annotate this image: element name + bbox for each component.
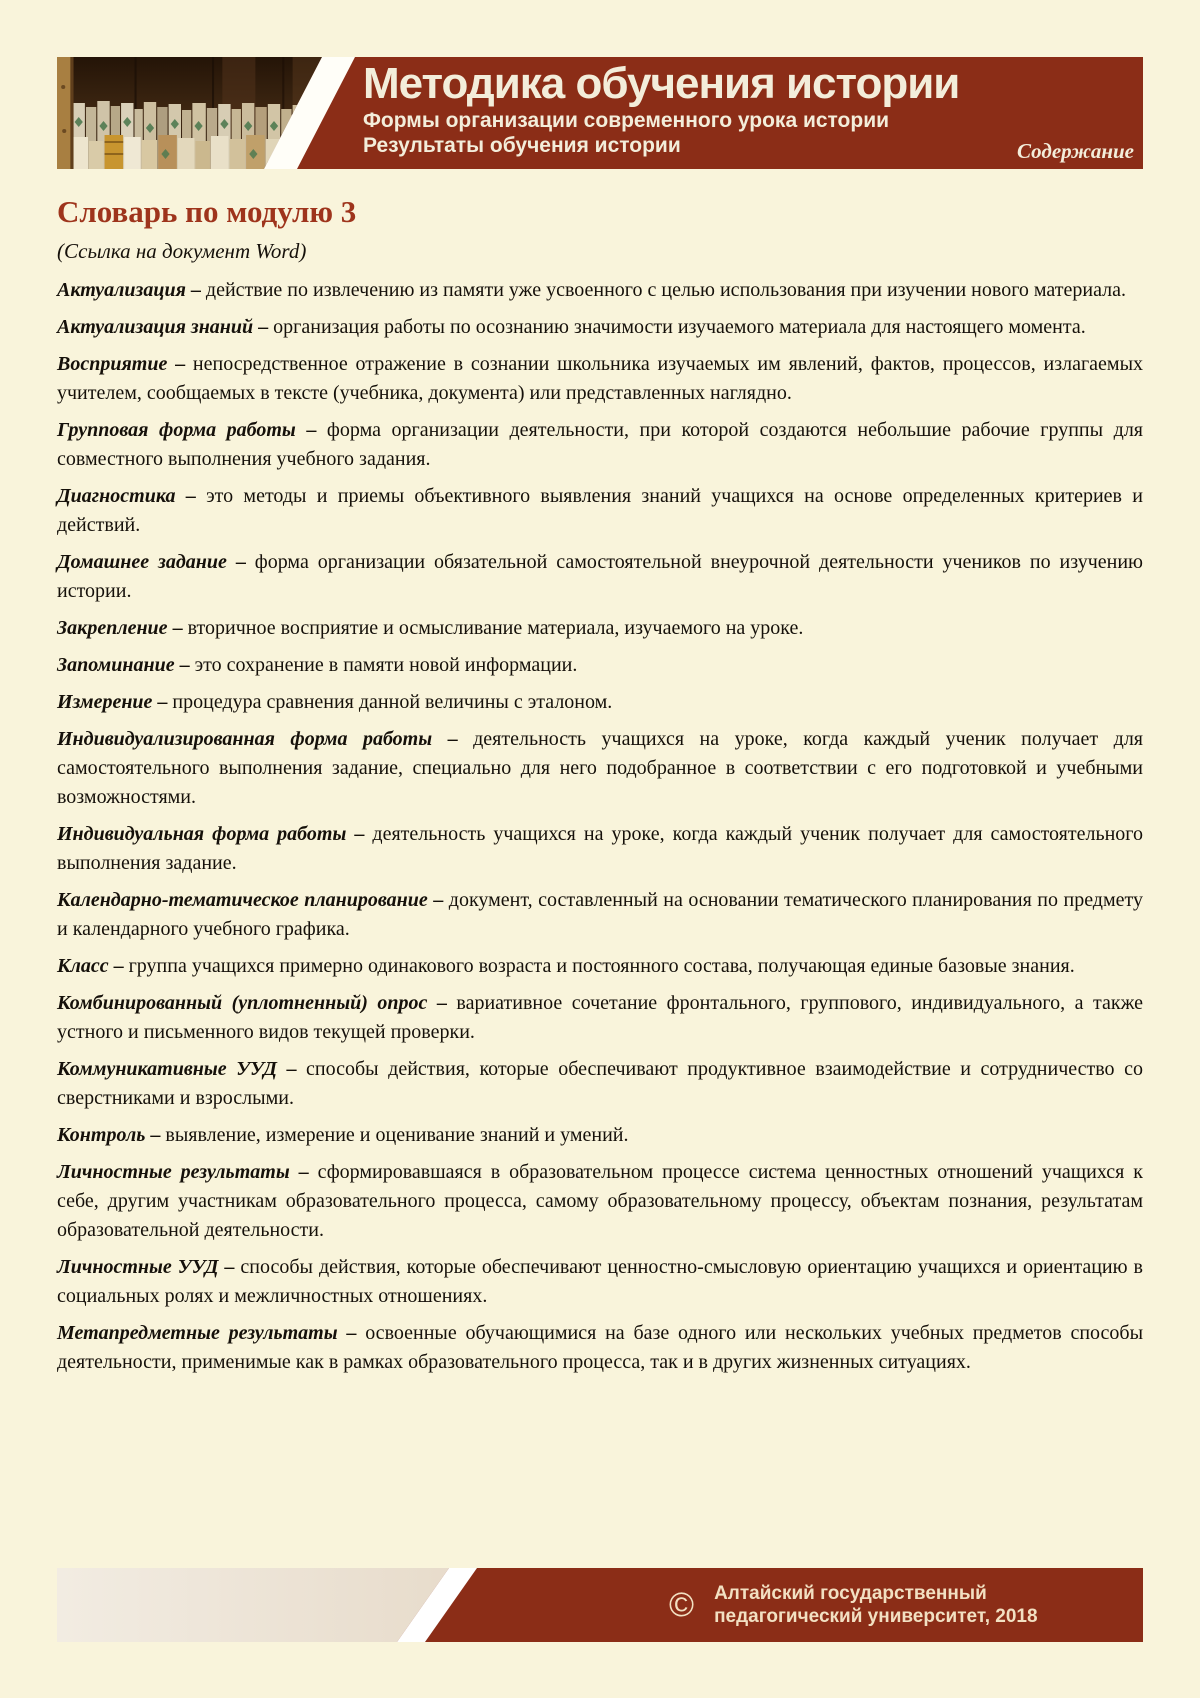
page-title: Словарь по модулю 3 — [57, 194, 357, 229]
glossary-term: Закрепление — [57, 617, 168, 639]
copyright-icon: © — [669, 1586, 695, 1624]
course-title: Методика обучения истории — [363, 59, 960, 108]
glossary-definition: способы действия, которые обеспечивают продуктивное взаимодействие и сотрудничество со сверстниками и взрослыми. — [57, 1058, 1143, 1109]
dash-separator: – — [185, 279, 206, 301]
glossary-entry — [57, 614, 1143, 643]
dash-separator: – — [145, 1124, 166, 1146]
glossary-entry — [57, 350, 1143, 408]
dash-separator: – — [427, 889, 449, 911]
glossary-entry — [57, 1319, 1143, 1377]
dash-separator: – — [346, 823, 373, 845]
glossary-definition: действие по извлечению из памяти уже усвоенного с целью использования при изучении нового материала. — [205, 279, 1127, 301]
dash-separator: – — [167, 353, 193, 375]
glossary-term: Комбинированный (уплотненный) опрос — [57, 992, 428, 1014]
glossary-entry — [57, 313, 1143, 342]
glossary-definition: выявление, измерение и оценивание знаний и умений. — [165, 1124, 629, 1146]
dash-separator: – — [337, 1322, 366, 1344]
glossary-definition: группа учащихся примерно одинакового возраста и постоянного состава, получающая единые базовые знания. — [128, 955, 1075, 977]
word-document-link[interactable]: (Ссылка на документ Word) — [57, 239, 307, 263]
glossary-entry — [57, 276, 1143, 305]
glossary-term: Коммуникативные УУД — [57, 1058, 277, 1080]
dash-separator: – — [295, 419, 327, 441]
dash-separator: – — [432, 728, 474, 750]
glossary-definition: вариативное сочетание фронтального, группового, индивидуального, а также устного и письменного видов текущей проверки. — [57, 992, 1144, 1043]
dash-separator: – — [167, 617, 188, 639]
dash-separator: – — [289, 1161, 318, 1183]
glossary-definition: непосредственное отражение в сознании школьника изучаемых им явлений, фактов, процессов, излагаемых учителем, сообщаемых в тексте (учебника, документа) или представленных наглядно. — [57, 353, 1143, 404]
glossary-entry — [57, 651, 1143, 680]
dash-separator: – — [175, 485, 207, 507]
dash-separator: – — [174, 654, 195, 676]
glossary-entry — [57, 820, 1143, 878]
glossary-entry — [57, 1158, 1143, 1245]
glossary-definition: форма организации деятельности, при которой создаются небольшие рабочие группы для совместного выполнения учебного задания. — [57, 419, 1143, 470]
dash-separator: – — [226, 551, 255, 573]
course-subtitle-1: Формы организации современного урока истории — [363, 109, 890, 132]
glossary-list — [57, 276, 1143, 1377]
glossary-term: Актуализация — [57, 279, 186, 301]
glossary-definition: деятельность учащихся на уроке, когда каждый ученик получает для самостоятельного выполнения задание. — [57, 823, 1144, 874]
glossary-term: Групповая форма работы — [57, 419, 296, 441]
glossary-entry — [57, 416, 1143, 474]
dash-separator: – — [152, 691, 173, 713]
course-header-banner — [57, 57, 1143, 169]
glossary-entry — [57, 952, 1143, 981]
glossary-term: Восприятие — [57, 353, 168, 375]
page-content — [0, 169, 1200, 1385]
glossary-definition: вторичное восприятие и осмысливание материала, изучаемого на уроке. — [187, 617, 804, 639]
glossary-entry — [57, 1253, 1143, 1311]
glossary-term: Индивидуальная форма работы — [57, 823, 347, 845]
dash-separator: – — [218, 1256, 241, 1278]
glossary-term: Диагностика — [57, 485, 176, 507]
glossary-term: Личностные УУД — [57, 1256, 219, 1278]
footer-org-line2: педагогический университет, 2018 — [714, 1606, 1038, 1627]
contents-link[interactable]: Содержание — [1017, 139, 1134, 163]
glossary-definition: организация работы по осознанию значимости изучаемого материала для настоящего момента. — [273, 316, 1086, 338]
glossary-term: Контроль — [57, 1124, 146, 1146]
dash-separator: – — [276, 1058, 307, 1080]
glossary-entry — [57, 886, 1143, 944]
footer-copyright-block — [669, 1582, 1038, 1628]
glossary-term: Метапредметные результаты — [57, 1322, 338, 1344]
glossary-definition: документ, составленный на основании тематического планирования по предмету и календарного учебного графика. — [57, 889, 1143, 940]
footer-banner — [57, 1568, 1143, 1642]
glossary-definition: процедура сравнения данной величины с эталоном. — [172, 691, 613, 713]
glossary-entry — [57, 688, 1143, 717]
glossary-term: Календарно-тематическое планирование — [57, 889, 428, 911]
glossary-entry — [57, 548, 1143, 606]
glossary-entry — [57, 482, 1143, 540]
glossary-term: Запоминание — [57, 654, 175, 676]
dash-separator: – — [427, 992, 457, 1014]
glossary-term: Измерение — [57, 691, 153, 713]
glossary-entry — [57, 989, 1143, 1047]
glossary-term: Класс — [57, 955, 109, 977]
glossary-definition: освоенные обучающимися на базе одного или нескольких учебных предметов способы деятельности, применимые как в рамках образовательного процесса, так и в других жизненных ситуациях. — [57, 1322, 1144, 1373]
glossary-definition: деятельность учащихся на уроке, когда каждый ученик получает для самостоятельного выполнения задание, специально для него подобранное в соответствии с его подготовкой и учебными возможностями. — [57, 728, 1143, 808]
glossary-term: Актуализация знаний — [57, 316, 254, 338]
glossary-definition: форма организации обязательной самостоятельной внеурочной деятельности учеников по изучению истории. — [57, 551, 1144, 602]
course-subtitle-2: Результаты обучения истории — [363, 134, 681, 157]
footer-organization — [714, 1582, 1038, 1628]
glossary-definition: это сохранение в памяти новой информации. — [194, 654, 578, 676]
banner-text-block — [363, 60, 959, 158]
glossary-definition: сформировавшаяся в образовательном процессе система ценностных отношений учащихся к себе, другим участникам образовательного процесса, самому образовательному процессу, объектам познания, результатам образовательной деятельности. — [57, 1161, 1144, 1241]
glossary-entry — [57, 1055, 1143, 1113]
glossary-definition: это методы и приемы объективного выявления знаний учащихся на основе определенных критериев и действий. — [57, 485, 1143, 536]
glossary-term: Домашнее задание — [57, 551, 227, 573]
footer-org-line1: Алтайский государственный — [714, 1583, 987, 1604]
glossary-definition: способы действия, которые обеспечивают ценностно-смысловую ориентацию учащихся и ориентацию в социальных ролях и межличностных отношениях. — [57, 1256, 1143, 1307]
dash-separator: – — [253, 316, 274, 338]
glossary-term: Индивидуализированная форма работы — [57, 728, 433, 750]
glossary-entry — [57, 1121, 1143, 1150]
dash-separator: – — [108, 955, 129, 977]
glossary-term: Личностные результаты — [57, 1161, 290, 1183]
glossary-entry — [57, 725, 1143, 812]
